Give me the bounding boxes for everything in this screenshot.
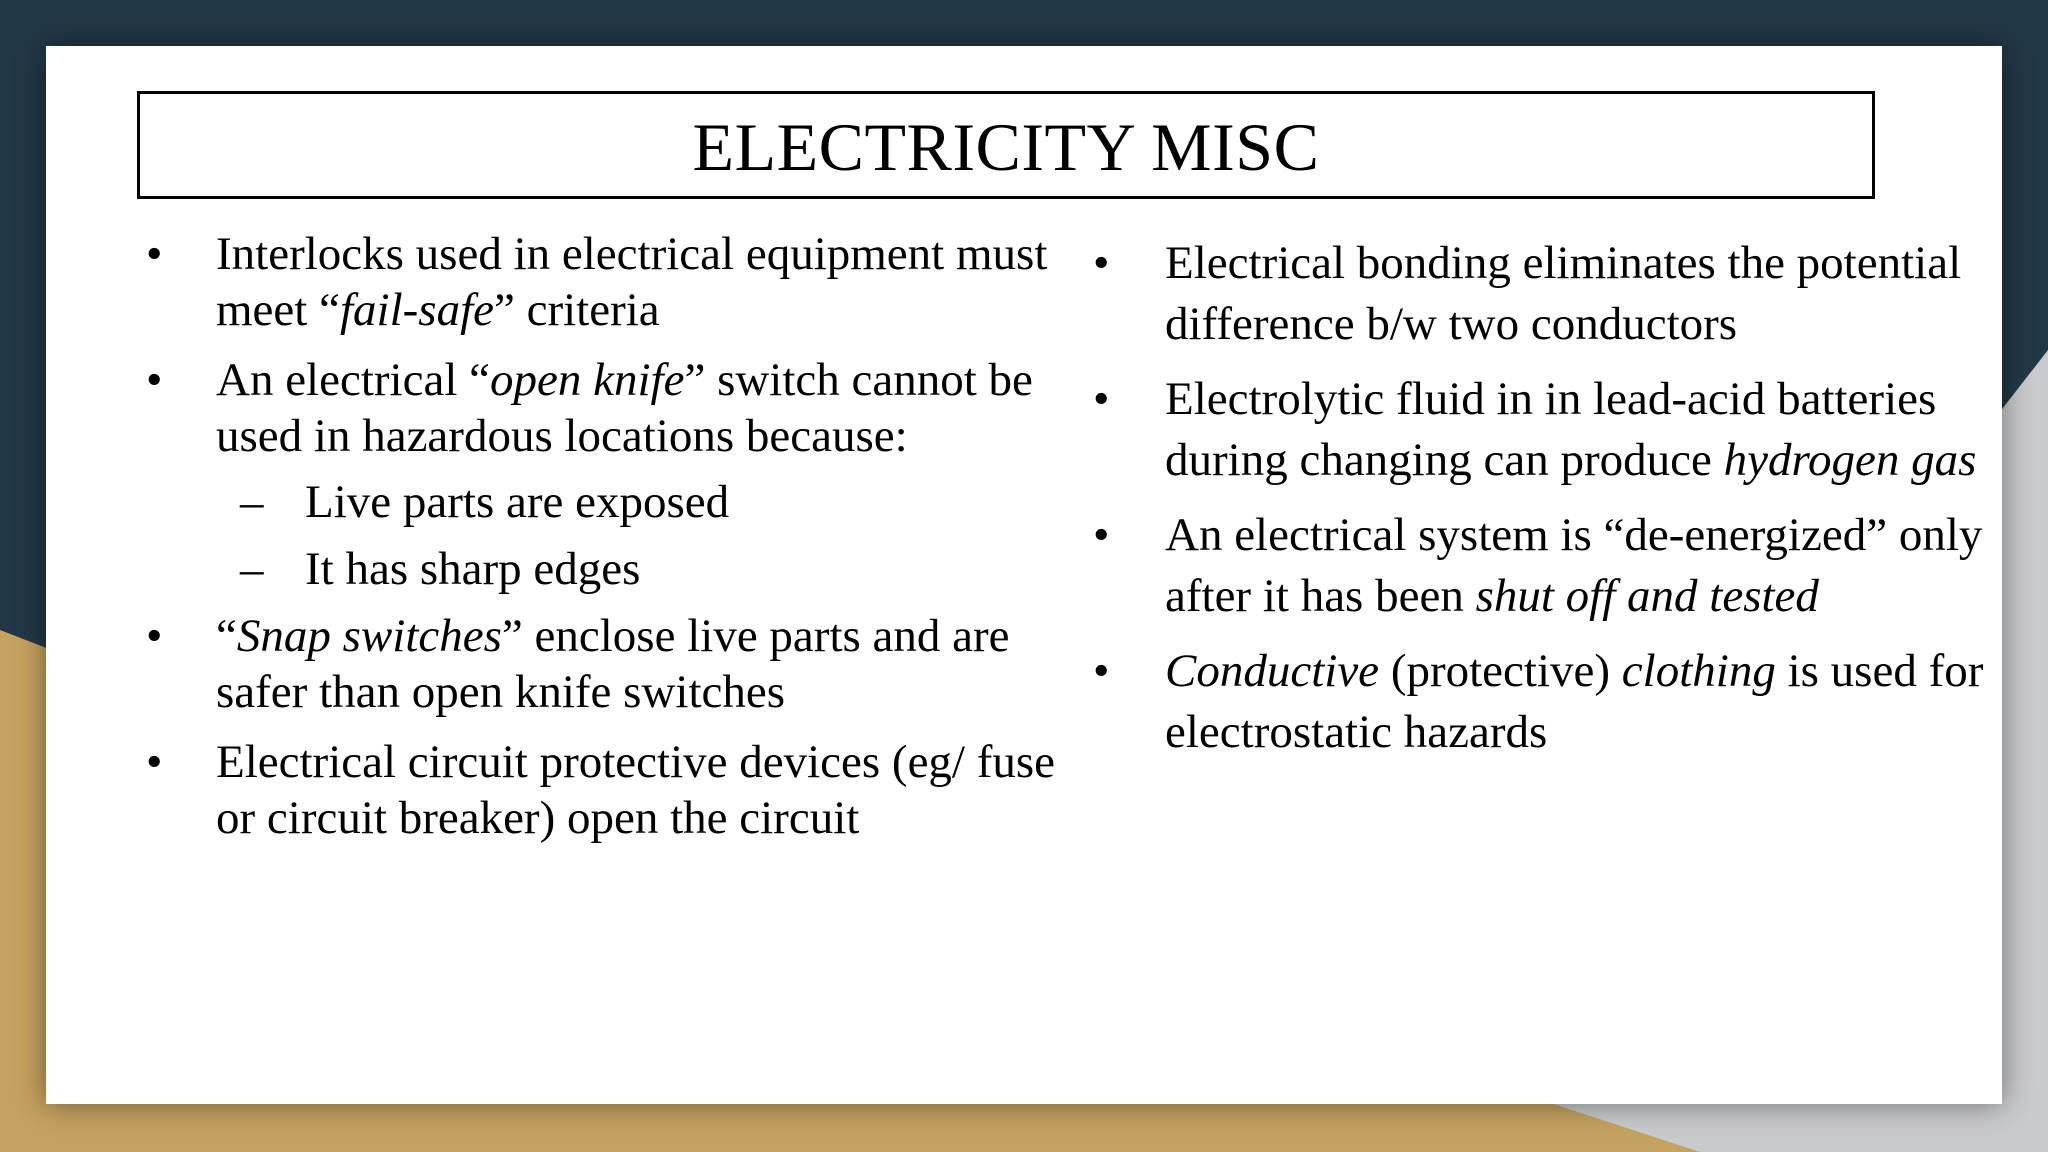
sub-list-item: – It has sharp edges <box>240 543 641 595</box>
bullet-icon: • <box>146 354 163 406</box>
right-column <box>1047 233 2007 777</box>
title-box <box>137 91 1875 199</box>
dash-icon: – <box>240 543 264 595</box>
bullet-icon: • <box>146 736 163 788</box>
list-item: • An electrical “open knife” switch cannot be used in hazardous locations because: <box>146 354 1033 462</box>
bullet-icon: • <box>146 228 163 280</box>
list-item: • Electrical bonding eliminates the potential difference b/w two conductors <box>1047 233 2007 355</box>
list-item: • “Snap switches” enclose live parts and are safer than open knife switches <box>146 610 1010 718</box>
bullet-icon: • <box>1093 237 1110 289</box>
list-item: • An electrical system is “de-energized” only after it has been shut off and tested <box>1047 505 2007 627</box>
slide-content <box>46 46 2002 1104</box>
bullet-icon: • <box>1093 509 1110 561</box>
slide-title: ELECTRICITY MISC <box>692 109 1320 185</box>
sub-list-item: – Live parts are exposed <box>240 476 730 528</box>
list-item: • Electrolytic fluid in in lead-acid batteries during changing can produce hydrogen gas <box>1047 369 2007 491</box>
bullet-icon: • <box>1093 373 1110 425</box>
dash-icon: – <box>240 476 264 528</box>
list-item: • Conductive (protective) clothing is used for electrostatic hazards <box>1047 641 2007 763</box>
list-item: • Interlocks used in electrical equipment must meet “fail-safe” criteria <box>146 228 1048 336</box>
list-item: • Electrical circuit protective devices (eg/ fuse or circuit breaker) open the circuit <box>146 736 1056 844</box>
bullet-icon: • <box>146 610 163 662</box>
bullet-icon: • <box>1093 645 1110 697</box>
left-column <box>100 226 1060 860</box>
